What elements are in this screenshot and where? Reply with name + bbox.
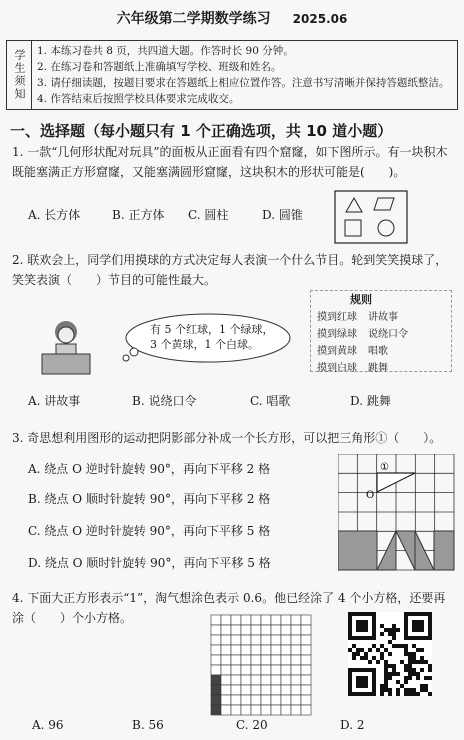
rules-title: 规则 — [350, 293, 372, 306]
grid-cell — [301, 705, 311, 715]
q2-option-c[interactable]: C. 唱歌 — [250, 394, 291, 408]
grid-cell — [221, 635, 231, 645]
figure-label-o: O — [366, 490, 375, 501]
grid-cell — [211, 645, 221, 655]
notice-item: 2. 在练习卷和答题纸上准确填写学校、班级和姓名。 — [37, 61, 282, 73]
grid-cell — [281, 625, 291, 635]
grid-cell — [251, 705, 261, 715]
rules-act: 说绕口令 — [368, 329, 408, 340]
rules-cond: 摸到绿球 — [317, 329, 357, 340]
grid-cell — [241, 655, 251, 665]
grid-cell — [241, 705, 251, 715]
grid-cell — [301, 615, 311, 625]
grid-cell — [251, 685, 261, 695]
grid-cell — [261, 695, 271, 705]
grid-cell — [251, 695, 261, 705]
grid-cell — [241, 645, 251, 655]
grid-cell — [271, 645, 281, 655]
grid-cell — [221, 625, 231, 635]
grid-cell — [231, 705, 241, 715]
qr-code-icon — [348, 612, 432, 696]
hundred-square-grid — [210, 614, 312, 716]
q2-option-a[interactable]: A. 讲故事 — [28, 394, 81, 408]
grid-cell — [301, 645, 311, 655]
rules-table — [317, 307, 409, 375]
rules-row — [317, 358, 409, 375]
grid-cell — [301, 685, 311, 695]
grid-cell — [281, 615, 291, 625]
grid-cell — [241, 675, 251, 685]
grid-cell — [281, 675, 291, 685]
grid-cell — [271, 625, 281, 635]
rules-row — [317, 324, 409, 341]
grid-cell — [231, 675, 241, 685]
notice-item: 4. 作答结束后按照学校具体要求完成收交。 — [37, 93, 240, 105]
grid-cell — [271, 695, 281, 705]
grid-cell — [251, 675, 261, 685]
grid-cell — [261, 655, 271, 665]
grid-cell — [241, 685, 251, 695]
shape-panel-figure — [334, 190, 408, 244]
page-title — [0, 8, 464, 28]
grid-cell — [251, 645, 261, 655]
grid-cell — [211, 675, 221, 685]
grid-cell — [211, 655, 221, 665]
grid-cell — [291, 625, 301, 635]
grid-cell — [221, 675, 231, 685]
notice-label: 学生须知 — [7, 41, 32, 109]
q1-option-c[interactable]: C. 圆柱 — [188, 208, 229, 222]
q2-option-b[interactable]: B. 说绕口令 — [132, 394, 197, 408]
question-3-text: 3. 奇思想利用图形的运动把阴影部分补成一个长方形，可以把三角形①（ ）。 — [12, 431, 442, 445]
grid-cell — [231, 695, 241, 705]
grid-cell — [271, 615, 281, 625]
grid-cell — [301, 655, 311, 665]
q1-option-a[interactable]: A. 长方体 — [28, 208, 81, 222]
grid-cell — [301, 625, 311, 635]
grid-cell — [271, 685, 281, 695]
section-heading: 一、选择题（每小题只有 1 个正确选项，共 10 道小题） — [10, 122, 393, 140]
grid-cell — [211, 705, 221, 715]
rules-act: 跳舞 — [368, 363, 388, 374]
grid-cell — [281, 635, 291, 645]
grid-cell — [301, 675, 311, 685]
grid-cell — [271, 665, 281, 675]
grid-cell — [291, 645, 301, 655]
grid-cell — [291, 655, 301, 665]
grid-cell — [231, 665, 241, 675]
title-date: 2025.06 — [292, 12, 348, 26]
grid-cell — [231, 615, 241, 625]
rules-row — [317, 341, 409, 358]
grid-cell — [291, 685, 301, 695]
q4-option-d[interactable]: D. 2 — [340, 718, 365, 732]
question-4-text: 4. 下面大正方形表示“1”，淘气想涂色表示 0.6。他已经涂了 4 个小方格，还要再涂（ ）个小方格。 — [12, 591, 446, 625]
grid-cell — [241, 625, 251, 635]
grid-cell — [271, 675, 281, 685]
grid-cell — [211, 665, 221, 675]
grid-cell — [281, 645, 291, 655]
girl-illustration — [30, 318, 102, 376]
grid-cell — [261, 685, 271, 695]
grid-cell — [271, 705, 281, 715]
grid-cell — [281, 695, 291, 705]
rules-act: 唱歌 — [368, 346, 388, 357]
grid-cell — [301, 635, 311, 645]
grid-cell — [261, 665, 271, 675]
grid-cell — [291, 675, 301, 685]
grid-cell — [231, 655, 241, 665]
bubble-line: 3 个黄球，1 个白球。 — [150, 338, 259, 351]
title-text: 六年级第二学期数学练习 — [116, 11, 271, 27]
grid-cell — [241, 665, 251, 675]
rotation-grid-figure — [338, 454, 456, 572]
rules-act: 讲故事 — [368, 312, 398, 323]
rules-row — [317, 307, 409, 324]
grid-cell — [221, 695, 231, 705]
grid-cell — [251, 625, 261, 635]
question-1-text: 1. 一款“几何形状配对玩具”的面板从正面看有四个窟窿，如下图所示。有一块积木既能塞满正方形窟窿，又能塞满圆形窟窿，这块积木的形状可能是( )。 — [12, 145, 448, 179]
grid-cell — [231, 685, 241, 695]
grid-cell — [241, 615, 251, 625]
rules-cond: 摸到黄球 — [317, 346, 357, 357]
grid-cell — [261, 635, 271, 645]
q4-option-b[interactable]: B. 56 — [132, 718, 164, 732]
grid-cell — [281, 665, 291, 675]
grid-cell — [251, 665, 261, 675]
grid-cell — [271, 655, 281, 665]
grid-cell — [241, 695, 251, 705]
grid-cell — [231, 625, 241, 635]
grid-cell — [221, 705, 231, 715]
grid-cell — [211, 685, 221, 695]
grid-cell — [241, 635, 251, 645]
q4-option-c[interactable]: C. 20 — [236, 718, 268, 732]
q3-option-d[interactable]: D. 绕点 O 顺时针旋转 90°，再向下平移 5 格 — [28, 556, 271, 570]
grid-cell — [221, 655, 231, 665]
grid-cell — [211, 635, 221, 645]
grid-cell — [291, 695, 301, 705]
q1-option-d[interactable]: D. 圆锥 — [262, 208, 303, 222]
grid-cell — [261, 675, 271, 685]
grid-cell — [251, 615, 261, 625]
grid-cell — [251, 655, 261, 665]
grid-cell — [231, 645, 241, 655]
grid-cell — [211, 625, 221, 635]
grid-cell — [291, 665, 301, 675]
bubble-text — [150, 322, 274, 352]
grid-cell — [291, 705, 301, 715]
grid-cell — [211, 695, 221, 705]
q1-option-b[interactable]: B. 正方体 — [112, 208, 165, 222]
grid-cell — [261, 615, 271, 625]
question-2-text: 2. 联欢会上，同学们用摸球的方式决定每人表演一个什么节目。轮到笑笑摸球了，笑笑表演（ ）节目的可能性最大。 — [12, 253, 448, 287]
grid-cell — [301, 695, 311, 705]
q2-option-d[interactable]: D. 跳舞 — [350, 394, 391, 408]
notice-list — [37, 43, 453, 107]
grid-cell — [291, 635, 301, 645]
q3-option-c[interactable]: C. 绕点 O 逆时针旋转 90°，再向下平移 5 格 — [28, 524, 271, 538]
notice-box — [6, 40, 458, 110]
q3-option-a[interactable]: A. 绕点 O 逆时针旋转 90°，再向下平移 2 格 — [28, 462, 271, 476]
grid-cell — [281, 655, 291, 665]
grid-cell — [211, 615, 221, 625]
figure-label-1: ① — [380, 462, 389, 473]
grid-cell — [251, 635, 261, 645]
grid-cell — [221, 645, 231, 655]
grid-cell — [261, 705, 271, 715]
grid-cell — [271, 635, 281, 645]
q3-option-b[interactable]: B. 绕点 O 顺时针旋转 90°，再向下平移 2 格 — [28, 492, 271, 506]
grid-cell — [221, 685, 231, 695]
grid-cell — [301, 665, 311, 675]
grid-cell — [281, 685, 291, 695]
grid-cell — [281, 705, 291, 715]
notice-item: 1. 本练习卷共 8 页，共四道大题。作答时长 90 分钟。 — [37, 45, 294, 57]
notice-item: 3. 请仔细读题，按题目要求在答题纸上相应位置作答。注意书写清晰并保持答题纸整洁。 — [37, 77, 450, 89]
grid-cell — [261, 625, 271, 635]
bubble-line: 有 5 个红球，1 个绿球， — [150, 323, 274, 336]
grid-cell — [261, 645, 271, 655]
grid-cell — [221, 665, 231, 675]
rules-cond: 摸到红球 — [317, 312, 357, 323]
rules-card — [310, 290, 452, 372]
grid-cell — [221, 615, 231, 625]
rules-cond: 摸到白球 — [317, 363, 357, 374]
grid-cell — [291, 615, 301, 625]
q4-option-a[interactable]: A. 96 — [32, 718, 64, 732]
grid-cell — [231, 635, 241, 645]
